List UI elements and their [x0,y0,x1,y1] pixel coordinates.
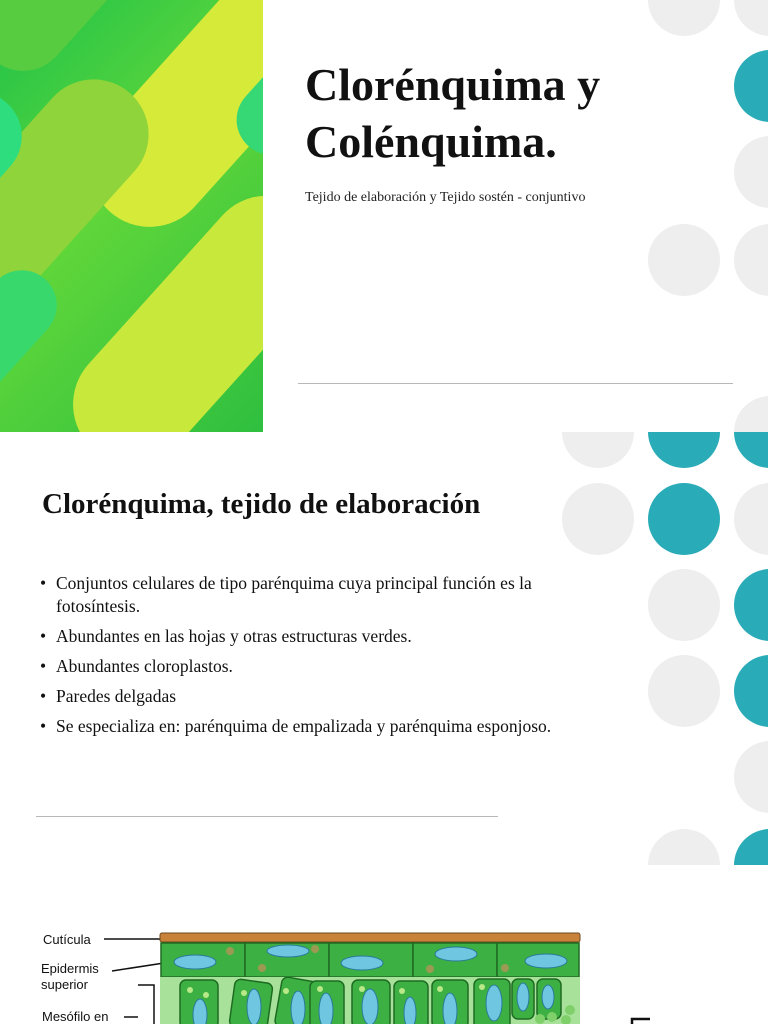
decorative-dot [734,50,768,122]
lower-bracket [632,1019,650,1024]
decorative-dot [734,569,768,641]
epidermis-pointer [112,963,164,971]
bullet-list [40,572,610,745]
bullet-text: Abundantes cloroplastos. [56,656,233,676]
bullet-mark: • [40,573,47,593]
decorative-dot [734,829,768,865]
bullet-mark: • [40,656,47,676]
bullet-item [40,655,610,678]
content-slide [0,432,768,865]
cuticle-layer [160,933,580,942]
title-line-1: Clorénquima y [305,59,601,110]
decorative-dot [734,741,768,813]
decorative-dot [734,0,768,36]
decorative-dot [648,224,720,296]
decorative-green-panel [0,0,263,432]
epidermis-label-line1: Epidermis [41,961,99,976]
decorative-dot [562,432,634,468]
bullet-item [40,715,610,738]
diagram-slide [0,865,768,1024]
decorative-dot [648,432,720,468]
slide-title: Clorénquima, tejido de elaboración [42,488,481,520]
decorative-dot [734,655,768,727]
decorative-dot [648,483,720,555]
slide-title [305,56,600,170]
decorative-dot [734,483,768,555]
leaf-cross-section-diagram [0,865,768,1024]
divider-line [298,383,733,384]
palisade-cells [160,976,580,1024]
bullet-item [40,572,610,618]
mint-stripe [0,256,71,414]
title-slide [0,0,768,432]
bullet-text: Paredes delgadas [56,686,177,706]
bullet-item [40,685,610,708]
mesophyll-label: Mesófilo en [42,1009,109,1024]
decorative-dot [648,0,720,36]
mesophyll-bracket [124,985,154,1024]
bullet-mark: • [40,686,47,706]
upper-epidermis-cells [161,943,579,977]
divider-line [36,816,498,817]
decorative-dot [648,829,720,865]
bullet-text: Se especializa en: parénquima de empalizada y parénquima esponjoso. [56,716,552,736]
green-stripe [0,0,160,89]
decorative-dot [734,432,768,468]
bullet-text: Conjuntos celulares de tipo parénquima cuya principal función es la fotosíntesis. [56,573,532,616]
decorative-dot [562,483,634,555]
bullet-item [40,625,610,648]
title-line-2: Colénquima. [305,116,557,167]
decorative-dot [648,569,720,641]
decorative-dot [734,136,768,208]
epidermis-label-line2: superior [41,977,88,992]
cuticle-label: Cutícula [43,932,91,947]
decorative-dot [648,655,720,727]
decorative-dot [734,396,768,432]
bullet-mark: • [40,716,47,736]
decorative-dot [734,224,768,296]
bullet-mark: • [40,626,47,646]
slide-subtitle: Tejido de elaboración y Tejido sostén - conjuntivo [305,190,586,205]
bullet-text: Abundantes en las hojas y otras estructuras verdes. [56,626,412,646]
